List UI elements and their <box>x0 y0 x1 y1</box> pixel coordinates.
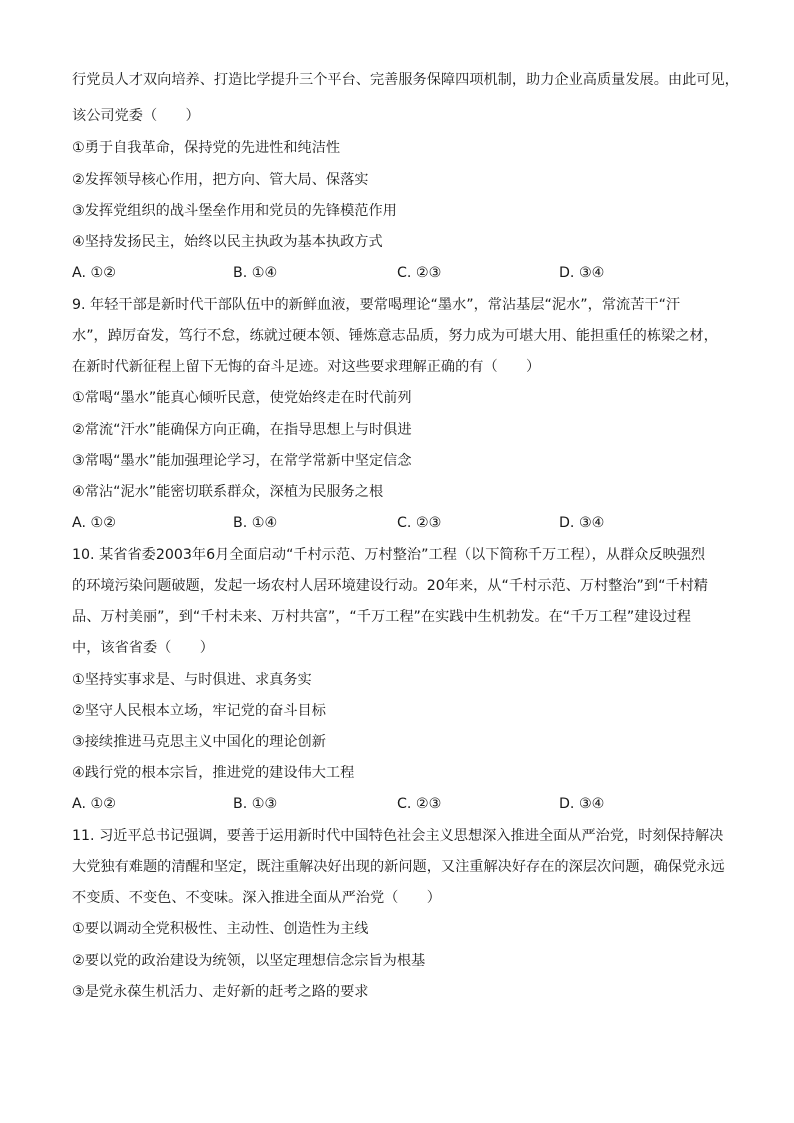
q9-stem-line-2: 水”，踔厉奋发，笃行不怠，练就过硬本领、锤炼意志品质，努力成为可堪大用、能担重任的栋梁之材， <box>72 328 718 344</box>
q9-option-c[interactable]: C. ②③ <box>397 515 442 531</box>
q8-statement-2: ②发挥领导核心作用，把方向、管大局、保落实 <box>72 172 369 188</box>
q10-option-d[interactable]: D. ③④ <box>559 796 605 812</box>
q9-option-d[interactable]: D. ③④ <box>559 515 605 531</box>
q8-option-b[interactable]: B. ①④ <box>233 265 278 281</box>
q8-options <box>72 263 732 283</box>
q9-statement-2: ②常流“汗水”能确保方向正确，在指导思想上与时俱进 <box>72 422 412 438</box>
q10-statement-2: ②坚守人民根本立场，牢记党的奋斗目标 <box>72 703 326 719</box>
q10-stem-line-2: 的环境污染问题破题，发起一场农村人居环境建设行动。20年来，从“千村示范、万村整治”到“千村精 <box>72 578 708 594</box>
q11-statement-3: ③是党永葆生机活力、走好新的赶考之路的要求 <box>72 984 369 1000</box>
q9-option-b[interactable]: B. ①④ <box>233 515 278 531</box>
q8-statement-1: ①勇于自我革命，保持党的先进性和纯洁性 <box>72 140 341 156</box>
q9-stem-line-1: 9. 年轻干部是新时代干部队伍中的新鲜血液，要常喝理论“墨水”，常沾基层“泥水”，常流苦干“汗 <box>72 297 681 313</box>
q11-statement-1: ①要以调动全党积极性、主动性、创造性为主线 <box>72 921 369 937</box>
q9-stem-line-3: 在新时代新征程上留下无悔的奋斗足迹。对这些要求理解正确的有（ ） <box>72 359 541 375</box>
q9-statement-1: ①常喝“墨水”能真心倾听民意，使党始终走在时代前列 <box>72 390 412 406</box>
q8-option-d[interactable]: D. ③④ <box>559 265 605 281</box>
q11-stem-line-2: 大党独有难题的清醒和坚定，既注重解决好出现的新问题，又注重解决好存在的深层次问题，确保党永远 <box>72 859 725 875</box>
q8-option-c[interactable]: C. ②③ <box>397 265 442 281</box>
q10-stem-line-3: 品、万村美丽”，到“千村未来、万村共富”，“千万工程”在实践中生机勃发。在“千万工程”建设过程 <box>72 609 691 625</box>
q10-option-c[interactable]: C. ②③ <box>397 796 442 812</box>
q8-statement-4: ④坚持发扬民主，始终以民主执政为基本执政方式 <box>72 234 383 250</box>
q9-statement-4: ④常沾“泥水”能密切联系群众，深植为民服务之根 <box>72 484 384 500</box>
q8-option-a[interactable]: A. ①② <box>72 265 116 281</box>
q9-option-a[interactable]: A. ①② <box>72 515 116 531</box>
q9-statement-3: ③常喝“墨水”能加强理论学习，在常学常新中坚定信念 <box>72 453 412 469</box>
q10-statement-3: ③接续推进马克思主义中国化的理论创新 <box>72 734 326 750</box>
q11-stem-line-3: 不变质、不变色、不变味。深入推进全面从严治党（ ） <box>72 890 441 906</box>
q9-options <box>72 513 732 533</box>
q10-stem-line-1: 10. 某省省委2003年6月全面启动“千村示范、万村整治”工程（以下简称千万工程），从群众反映强烈 <box>72 547 706 563</box>
q10-statement-1: ①坚持实事求是、与时俱进、求真务实 <box>72 672 312 688</box>
q8-stem-line-1: 行党员人才双向培养、打造比学提升三个平台、完善服务保障四项机制，助力企业高质量发展。由此可见， <box>72 72 739 88</box>
q10-option-b[interactable]: B. ①③ <box>233 796 278 812</box>
q8-stem-line-2: 该公司党委（ ） <box>72 108 200 124</box>
q11-statement-2: ②要以党的政治建设为统领，以坚定理想信念宗旨为根基 <box>72 953 426 969</box>
q10-option-a[interactable]: A. ①② <box>72 796 116 812</box>
q10-statement-4: ④践行党的根本宗旨，推进党的建设伟大工程 <box>72 765 355 781</box>
q10-options <box>72 794 732 814</box>
q11-stem-line-1: 11. 习近平总书记强调，要善于运用新时代中国特色社会主义思想深入推进全面从严治党，时刻保持解决 <box>72 828 724 844</box>
q10-stem-line-4: 中，该省省委（ ） <box>72 640 214 656</box>
q8-statement-3: ③发挥党组织的战斗堡垒作用和党员的先锋模范作用 <box>72 203 397 219</box>
